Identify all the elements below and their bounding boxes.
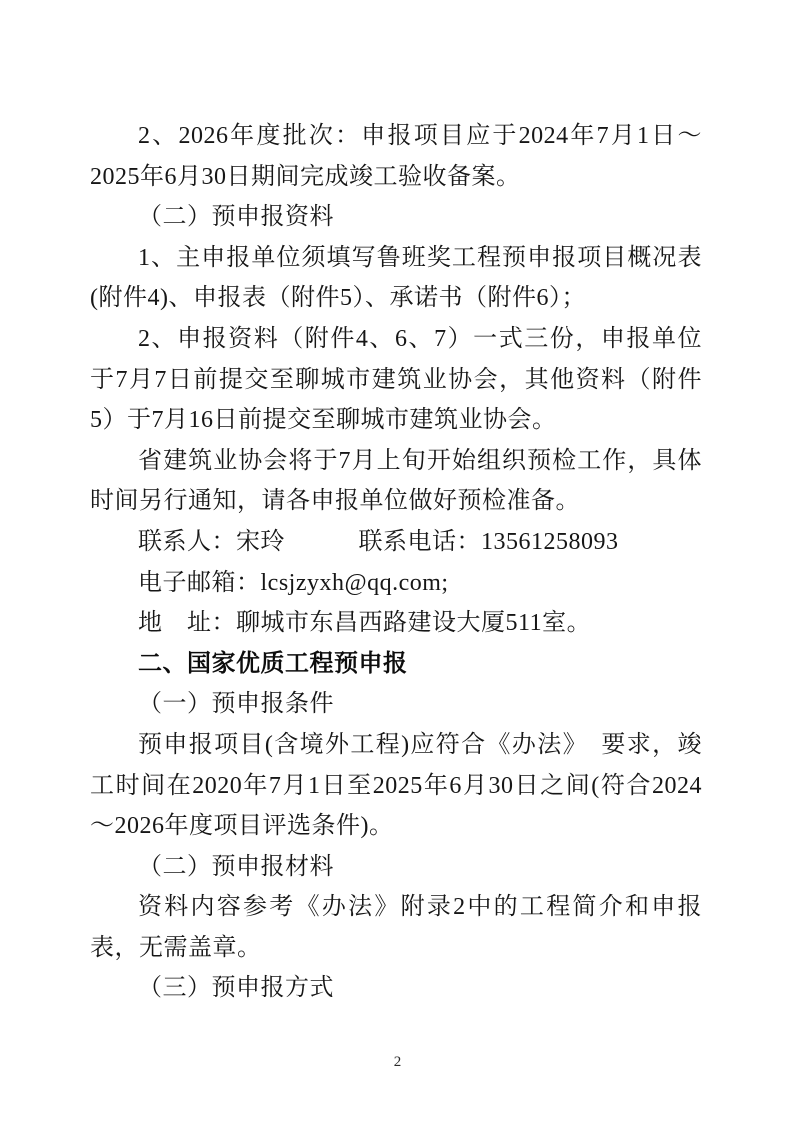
contact-person-phone-line: 联系人：宋玲 联系电话：13561258093 (138, 528, 619, 555)
paragraph-2026-batch-deadline: 2、2026年度批次：申报项目应于2024年7月1日～2025年6月30日期间完成竣工验收备案。 (90, 123, 702, 190)
contact-email-line: 电子邮箱：lcsjzyxh@qq.com; (138, 569, 449, 596)
contact-address-line: 地 址：聊城市东昌西路建设大厦511室。 (138, 610, 592, 637)
paragraph-province-precheck-notice: 省建筑业协会将于7月上旬开始组织预检工作，具体时间另行通知，请各申报单位做好预检准备。 (90, 447, 702, 515)
paragraph-materials-reference: 资料内容参考《办法》附录2中的工程简介和申报表，无需盖章。 (90, 894, 702, 961)
subheading-preapply-materials-luban: （二）预申报资料 (138, 204, 334, 231)
paragraph-luban-forms-required: 1、主申报单位须填写鲁班奖工程预申报项目概况表(附件4)、申报表（附件5）、承诺书（附件6）； (90, 244, 702, 312)
paragraph-preapply-eligibility: 预申报项目(含境外工程)应符合《办法》 要求，竣工时间在2020年7月1日至2025年6月30日之间(符合2024～2026年度项目评选条件)。 (90, 731, 702, 840)
heading-national-quality-preapply: 二、国家优质工程预申报 (138, 649, 408, 677)
subheading-preapply-conditions: （一）预申报条件 (138, 691, 334, 718)
page-footer (0, 1052, 795, 1072)
subheading-preapply-method: （三）预申报方式 (138, 975, 334, 1002)
subheading-preapply-materials-nq: （二）预申报材料 (138, 853, 334, 880)
page-number: 2 (393, 1054, 402, 1070)
paragraph-submission-copies-deadlines: 2、申报资料（附件4、6、7）一式三份，申报单位于7月7日前提交至聊城市建筑业协会，其他资料（附件5）于7月16日前提交至聊城市建筑业协会。 (90, 325, 702, 434)
document-body (90, 116, 702, 1009)
